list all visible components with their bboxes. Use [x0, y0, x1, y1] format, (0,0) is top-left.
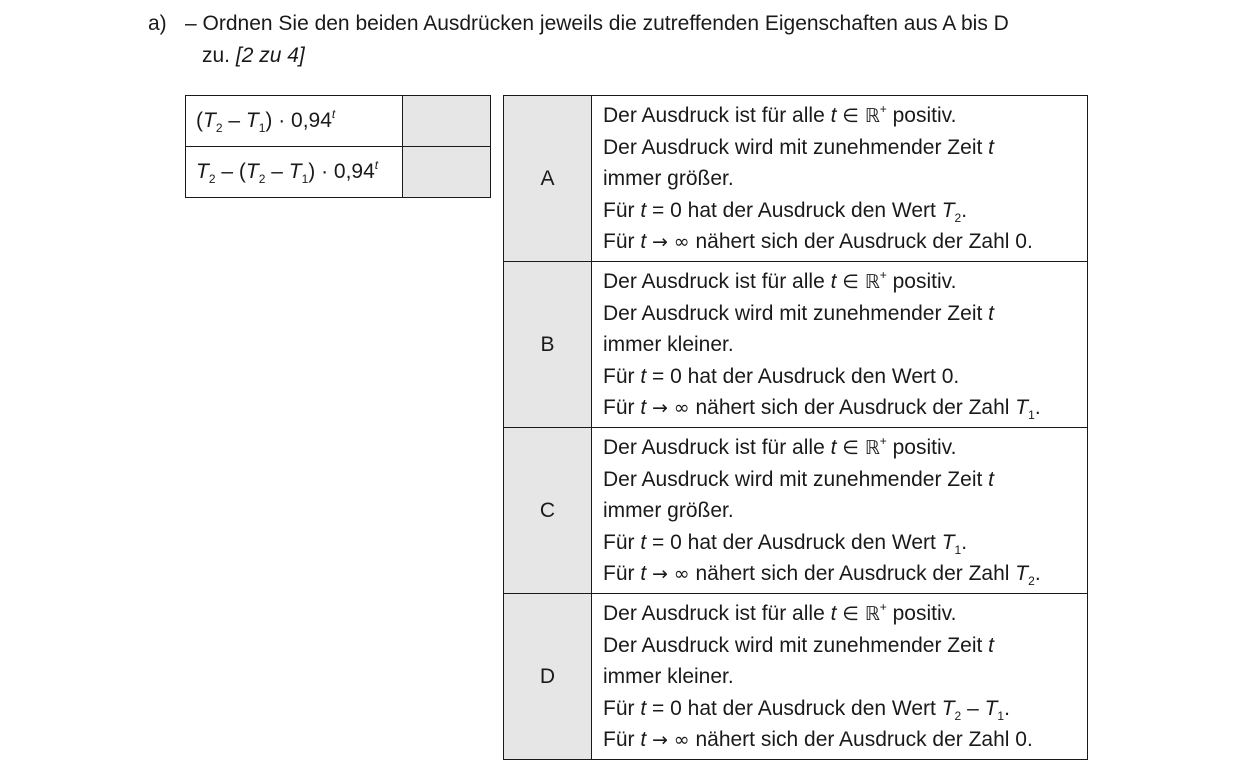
option-letter: D	[504, 594, 592, 760]
option-line1: Der Ausdruck ist für alle t ∈ ℝ+ positiv.	[603, 102, 957, 127]
option-line1: Der Ausdruck ist für alle t ∈ ℝ+ positiv.	[603, 600, 957, 626]
option-line5: Für t → ∞ nähert sich der Ausdruck der Zahl 0.	[603, 727, 1033, 751]
expression-1: $(T_2 - T_1) \cdot 0,94^t$	[186, 96, 403, 147]
option-line1: Der Ausdruck ist für alle t ∈ ℝ+ positiv.	[603, 268, 957, 294]
task-instruction-line1: – Ordnen Sie den beiden Ausdrücken jeweils die zutreffenden Eigenschaften aus A bis D	[185, 12, 1009, 35]
option-line4: Für t = 0 hat der Ausdruck den Wert $T_2$.	[603, 198, 968, 225]
option-line3: immer größer.	[603, 167, 734, 191]
option-line3: immer kleiner.	[603, 333, 734, 357]
option-letter: C	[504, 428, 592, 594]
option-line5: Für t → ∞ nähert sich der Ausdruck der Zahl $T_1$.	[603, 395, 1041, 422]
answer-cell-1[interactable]	[403, 96, 491, 147]
option-line3: immer größer.	[603, 499, 734, 523]
option-line2: Der Ausdruck wird mit zunehmender Zeit t	[603, 468, 994, 492]
option-row-a	[504, 96, 1088, 262]
option-line5: Für t → ∞ nähert sich der Ausdruck der Zahl $T_2$.	[603, 561, 1041, 588]
task-instruction-line2: zu. [2 zu 4]	[202, 44, 305, 67]
option-line1: Der Ausdruck ist für alle t ∈ ℝ+ positiv.	[603, 434, 957, 460]
option-description	[592, 594, 1088, 760]
answer-cell-2[interactable]	[403, 147, 491, 198]
option-line3: immer kleiner.	[603, 665, 734, 689]
task-points: [2 zu 4]	[235, 44, 305, 67]
option-line4: Für t = 0 hat der Ausdruck den Wert $T_1$.	[603, 530, 968, 557]
option-description	[592, 428, 1088, 594]
option-line4: Für t = 0 hat der Ausdruck den Wert 0.	[603, 364, 960, 388]
expression-table	[185, 95, 491, 198]
option-letter: B	[504, 262, 592, 428]
expression-2: $T_2 - (T_2 - T_1) \cdot 0,94^t$	[186, 147, 403, 198]
expression-row-1	[186, 96, 491, 147]
option-line2: Der Ausdruck wird mit zunehmender Zeit t	[603, 136, 994, 160]
option-letter: A	[504, 96, 592, 262]
options-table	[503, 95, 1088, 760]
option-line4: Für t = 0 hat der Ausdruck den Wert $T_2 - T_1$.	[603, 696, 1010, 723]
expression-row-2	[186, 147, 491, 198]
option-description	[592, 262, 1088, 428]
option-description	[592, 96, 1088, 262]
option-row-c	[504, 428, 1088, 594]
option-row-b	[504, 262, 1088, 428]
option-line5: Für t → ∞ nähert sich der Ausdruck der Zahl 0.	[603, 229, 1033, 253]
option-line2: Der Ausdruck wird mit zunehmender Zeit t	[603, 302, 994, 326]
option-row-d	[504, 594, 1088, 760]
task-label: a)	[148, 12, 167, 35]
option-line2: Der Ausdruck wird mit zunehmender Zeit t	[603, 634, 994, 658]
